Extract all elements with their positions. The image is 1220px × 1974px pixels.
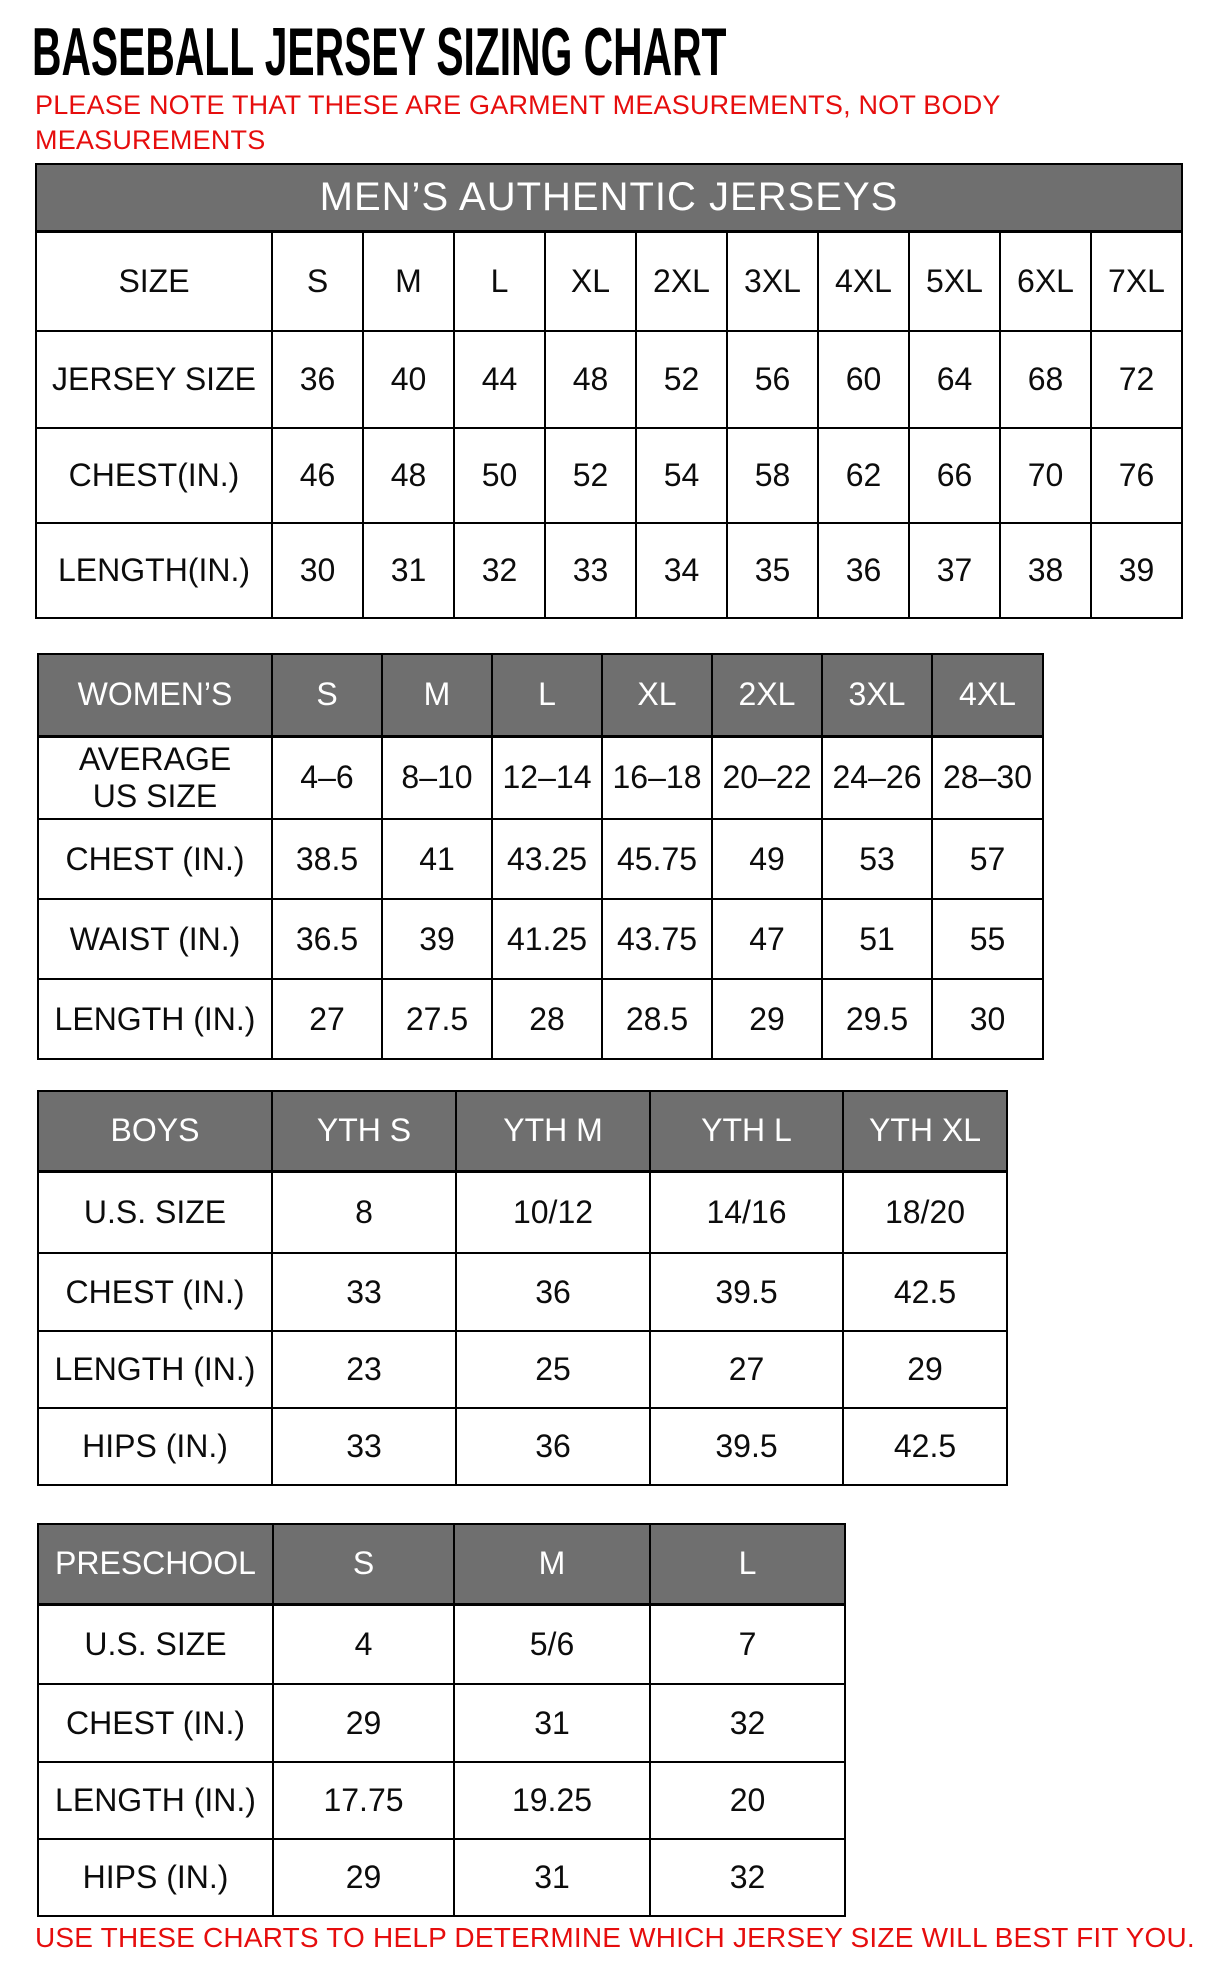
row-label: CHEST (IN.) <box>38 819 272 899</box>
cell-value: 17.75 <box>273 1762 454 1839</box>
row-label: LENGTH (IN.) <box>38 1762 273 1839</box>
womens-header-row <box>38 654 1043 736</box>
column-header: S <box>272 231 363 331</box>
row-label: CHEST(IN.) <box>36 428 272 523</box>
cell-value: 43.25 <box>492 819 602 899</box>
row-label: CHEST (IN.) <box>38 1253 272 1331</box>
cell-value: 47 <box>712 899 822 979</box>
cell-value: 36 <box>272 331 363 428</box>
cell-value: 32 <box>650 1839 845 1916</box>
boys-header-row <box>38 1091 1007 1171</box>
cell-value: 28 <box>492 979 602 1059</box>
note-line-1: PLEASE NOTE THAT THESE ARE GARMENT MEASUREMENTS, NOT BODY <box>35 90 1001 120</box>
cell-value: 39 <box>382 899 492 979</box>
cell-value: 33 <box>272 1253 456 1331</box>
cell-value: 8 <box>272 1171 456 1253</box>
cell-value: 45.75 <box>602 819 712 899</box>
boys-sizing-table <box>37 1090 1008 1486</box>
cell-value: 36.5 <box>272 899 382 979</box>
preschool-sizing-table <box>37 1523 846 1917</box>
cell-value: 36 <box>818 523 909 618</box>
footer-text: USE THESE CHARTS TO HELP DETERMINE WHICH JERSEY SIZE WILL BEST FIT YOU. <box>35 1922 1195 1953</box>
cell-value: 50 <box>454 428 545 523</box>
cell-value: 60 <box>818 331 909 428</box>
cell-value: 44 <box>454 331 545 428</box>
column-header: 3XL <box>822 654 932 736</box>
cell-value: 29 <box>712 979 822 1059</box>
column-header: XL <box>545 231 636 331</box>
cell-value: 52 <box>636 331 727 428</box>
cell-value: 68 <box>1000 331 1091 428</box>
cell-value: 20 <box>650 1762 845 1839</box>
cell-value: 31 <box>454 1839 650 1916</box>
womens-us-size-row <box>38 736 1043 819</box>
mens-jersey-size-row <box>36 331 1182 428</box>
mens-length-row <box>36 523 1182 618</box>
cell-value: 29 <box>273 1684 454 1762</box>
cell-value: 42.5 <box>843 1408 1007 1485</box>
column-header: XL <box>602 654 712 736</box>
cell-value: 40 <box>363 331 454 428</box>
row-label: U.S. SIZE <box>38 1604 273 1684</box>
cell-value: 27 <box>650 1331 843 1408</box>
cell-value: 39.5 <box>650 1253 843 1331</box>
cell-value: 76 <box>1091 428 1182 523</box>
cell-value: 4 <box>273 1604 454 1684</box>
row-label-text: AVERAGE US SIZE <box>78 740 232 814</box>
cell-value: 28–30 <box>932 736 1043 819</box>
cell-value: 24–26 <box>822 736 932 819</box>
cell-value: 20–22 <box>712 736 822 819</box>
cell-value: 42.5 <box>843 1253 1007 1331</box>
cell-value: 43.75 <box>602 899 712 979</box>
column-header: 6XL <box>1000 231 1091 331</box>
column-header: YTH M <box>456 1091 650 1171</box>
cell-value: 66 <box>909 428 1000 523</box>
cell-value: 10/12 <box>456 1171 650 1253</box>
cell-value: 38 <box>1000 523 1091 618</box>
cell-value: 72 <box>1091 331 1182 428</box>
womens-sizing-table <box>37 653 1044 1060</box>
cell-value: 30 <box>932 979 1043 1059</box>
cell-value: 33 <box>272 1408 456 1485</box>
boys-hips-row <box>38 1408 1007 1485</box>
row-label: CHEST (IN.) <box>38 1684 273 1762</box>
column-header: 4XL <box>818 231 909 331</box>
column-header: YTH S <box>272 1091 456 1171</box>
column-header: 2XL <box>712 654 822 736</box>
column-header: 3XL <box>727 231 818 331</box>
preschool-table-title: PRESCHOOL <box>38 1524 273 1604</box>
row-label: LENGTH (IN.) <box>38 1331 272 1408</box>
row-label: LENGTH(IN.) <box>36 523 272 618</box>
cell-value: 4–6 <box>272 736 382 819</box>
mens-sizing-table <box>35 163 1183 619</box>
column-header: 5XL <box>909 231 1000 331</box>
boys-chest-row <box>38 1253 1007 1331</box>
column-header: S <box>272 654 382 736</box>
column-header: YTH XL <box>843 1091 1007 1171</box>
cell-value: 57 <box>932 819 1043 899</box>
cell-value: 51 <box>822 899 932 979</box>
cell-value: 37 <box>909 523 1000 618</box>
garment-measurement-note <box>35 88 1001 158</box>
womens-length-row <box>38 979 1043 1059</box>
cell-value: 19.25 <box>454 1762 650 1839</box>
cell-value: 23 <box>272 1331 456 1408</box>
cell-value: 25 <box>456 1331 650 1408</box>
column-header: L <box>492 654 602 736</box>
note-line-2: MEASUREMENTS <box>35 125 266 156</box>
boys-table-title: BOYS <box>38 1091 272 1171</box>
cell-value: 32 <box>454 523 545 618</box>
cell-value: 62 <box>818 428 909 523</box>
cell-value: 58 <box>727 428 818 523</box>
cell-value: 52 <box>545 428 636 523</box>
womens-chest-row <box>38 819 1043 899</box>
preschool-us-size-row <box>38 1604 845 1684</box>
mens-table-title: MEN’S AUTHENTIC JERSEYS <box>36 164 1182 231</box>
cell-value: 14/16 <box>650 1171 843 1253</box>
column-header: S <box>273 1524 454 1604</box>
column-header: L <box>650 1524 845 1604</box>
cell-value: 30 <box>272 523 363 618</box>
preschool-hips-row <box>38 1839 845 1916</box>
mens-size-row <box>36 231 1182 331</box>
cell-value: 31 <box>363 523 454 618</box>
cell-value: 35 <box>727 523 818 618</box>
preschool-header-row <box>38 1524 845 1604</box>
cell-value: 8–10 <box>382 736 492 819</box>
cell-value: 53 <box>822 819 932 899</box>
cell-value: 39.5 <box>650 1408 843 1485</box>
cell-value: 56 <box>727 331 818 428</box>
cell-value: 12–14 <box>492 736 602 819</box>
cell-value: 27.5 <box>382 979 492 1059</box>
cell-value: 34 <box>636 523 727 618</box>
cell-value: 33 <box>545 523 636 618</box>
cell-value: 55 <box>932 899 1043 979</box>
column-header: M <box>454 1524 650 1604</box>
cell-value: 27 <box>272 979 382 1059</box>
cell-value: 54 <box>636 428 727 523</box>
boys-length-row <box>38 1331 1007 1408</box>
cell-value: 16–18 <box>602 736 712 819</box>
row-label: HIPS (IN.) <box>38 1839 273 1916</box>
cell-value: 41 <box>382 819 492 899</box>
row-label: WAIST (IN.) <box>38 899 272 979</box>
row-label <box>38 736 272 819</box>
mens-chest-row <box>36 428 1182 523</box>
cell-value: 36 <box>456 1408 650 1485</box>
cell-value: 38.5 <box>272 819 382 899</box>
cell-value: 39 <box>1091 523 1182 618</box>
cell-value: 18/20 <box>843 1171 1007 1253</box>
row-label: LENGTH (IN.) <box>38 979 272 1059</box>
cell-value: 31 <box>454 1684 650 1762</box>
page-title: BASEBALL JERSEY SIZING CHART <box>32 14 727 90</box>
column-header: 7XL <box>1091 231 1182 331</box>
cell-value: 48 <box>363 428 454 523</box>
womens-table-title: WOMEN’S <box>38 654 272 736</box>
column-header: 4XL <box>932 654 1043 736</box>
cell-value: 29 <box>273 1839 454 1916</box>
cell-value: 64 <box>909 331 1000 428</box>
cell-value: 49 <box>712 819 822 899</box>
cell-value: 29.5 <box>822 979 932 1059</box>
cell-value: 41.25 <box>492 899 602 979</box>
row-label: HIPS (IN.) <box>38 1408 272 1485</box>
column-header: M <box>382 654 492 736</box>
preschool-chest-row <box>38 1684 845 1762</box>
cell-value: 48 <box>545 331 636 428</box>
cell-value: 46 <box>272 428 363 523</box>
column-header: M <box>363 231 454 331</box>
row-label: SIZE <box>36 231 272 331</box>
womens-waist-row <box>38 899 1043 979</box>
cell-value: 32 <box>650 1684 845 1762</box>
cell-value: 7 <box>650 1604 845 1684</box>
cell-value: 36 <box>456 1253 650 1331</box>
cell-value: 28.5 <box>602 979 712 1059</box>
boys-us-size-row <box>38 1171 1007 1253</box>
column-header: L <box>454 231 545 331</box>
cell-value: 29 <box>843 1331 1007 1408</box>
cell-value: 5/6 <box>454 1604 650 1684</box>
column-header: YTH L <box>650 1091 843 1171</box>
row-label: U.S. SIZE <box>38 1171 272 1253</box>
row-label: JERSEY SIZE <box>36 331 272 428</box>
column-header: 2XL <box>636 231 727 331</box>
cell-value: 70 <box>1000 428 1091 523</box>
preschool-length-row <box>38 1762 845 1839</box>
